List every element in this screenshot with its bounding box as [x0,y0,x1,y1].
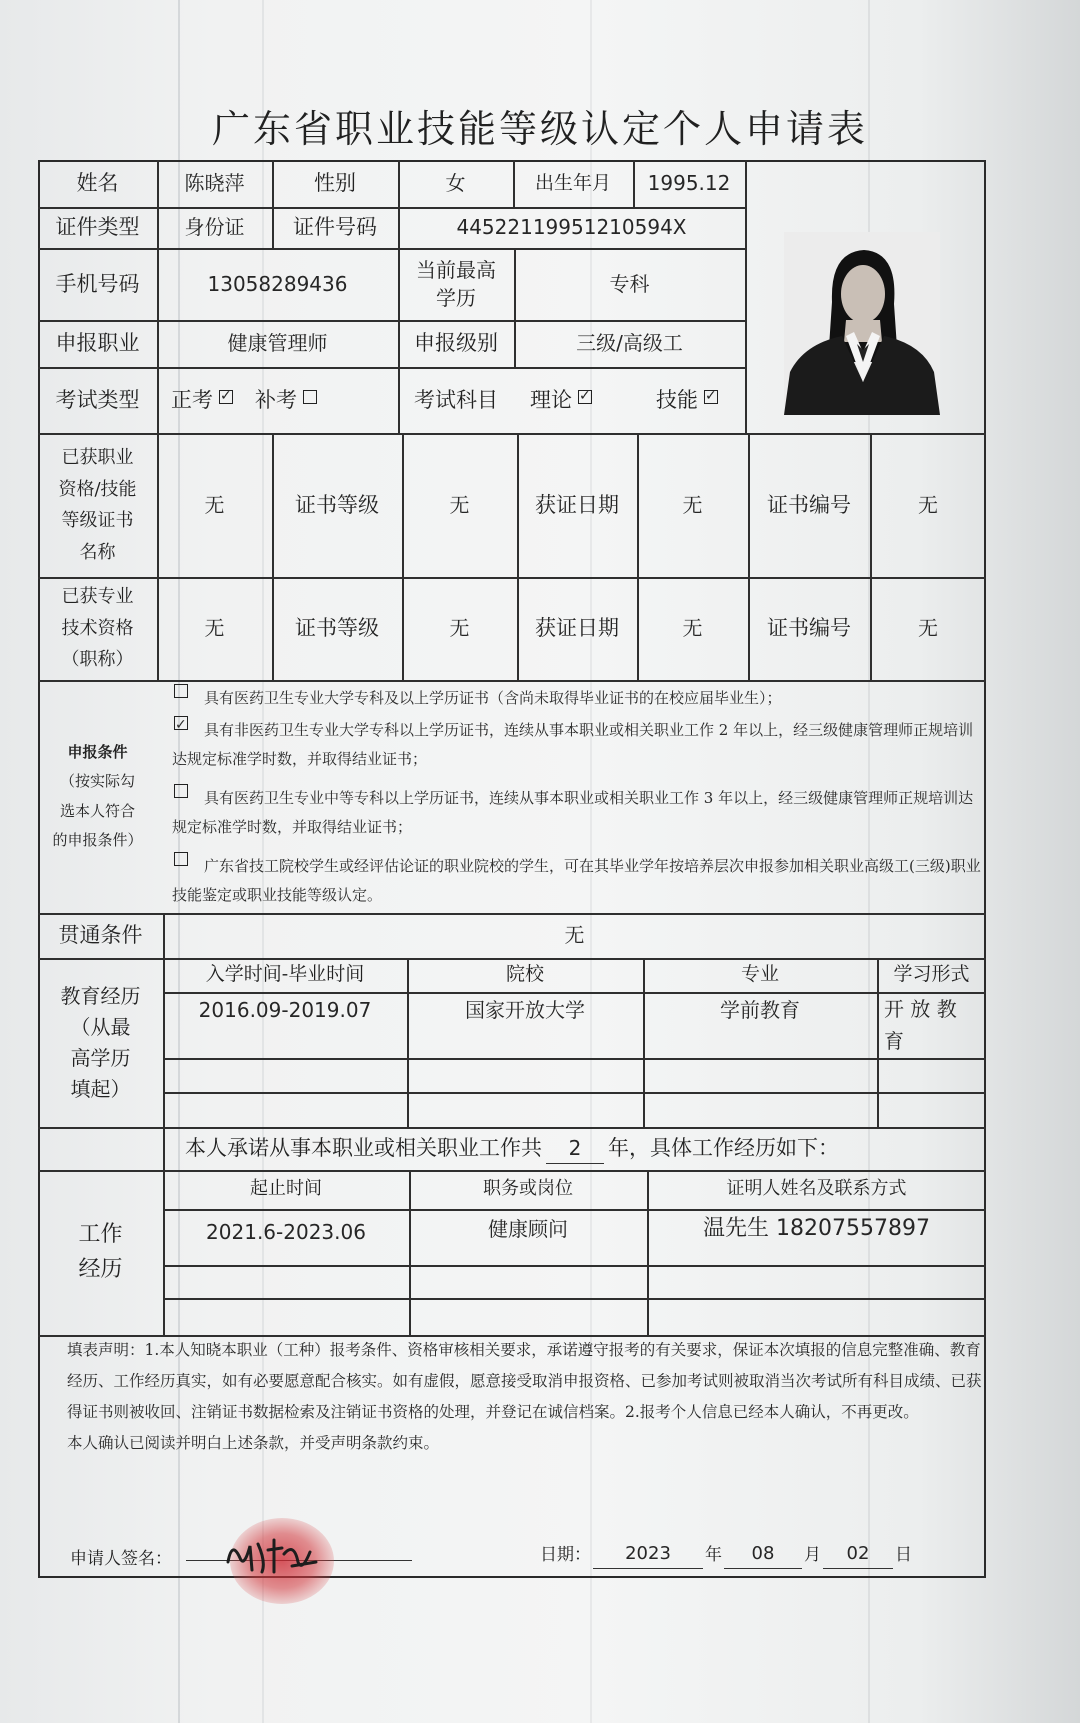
value-work-years: 2 [546,1134,604,1164]
label-through: 贯通条件 [58,923,143,948]
label-exam-type: 考试类型 [55,387,140,412]
condition-item: 广东省技工院校学生或经评估论证的职业院校的学生，可在其毕业学年按培养层次申报参加相关职业高级工(三级)职业技能鉴定或职业技能等级认定。 [172,852,982,911]
label-id-number: 证件号码 [293,215,377,240]
label-signature: 申请人签名： [70,1548,172,1569]
exam-makeup-label: 补考 [255,387,297,412]
value-through: 无 [564,923,585,947]
header-work-period: 起止时间 [250,1178,322,1200]
exam-type-options [157,367,398,433]
value-position: 健康顾问 [488,1216,568,1241]
exam-makeup-checkbox[interactable] [303,390,317,404]
value-school: 国家开放大学 [465,997,585,1022]
value-study-form: 开 放 教 育 [884,997,957,1053]
value-sign-month: 08 [724,1541,802,1568]
value-name: 陈晓萍 [184,171,245,195]
exam-skill-label: 技能 [656,387,698,412]
value-professional-number: 无 [918,616,938,640]
value-phone: 13058289436 [207,271,348,296]
header-witness: 证明人姓名及联系方式 [726,1178,907,1200]
label-issue-date: 获证日期 [535,492,619,517]
work-promise: 本人承诺从事本职业或相关职业工作共 2 年，具体工作经历如下： [38,1127,986,1170]
label-professional-title: 已获专业 技术资格 （职称） [61,586,134,671]
sign-date: 日期： 2023 年 08 月 02 日 [540,1540,912,1570]
label-exam-subject: 考试科目 [414,387,498,412]
label-name: 姓名 [76,171,119,196]
label-cert-number-2: 证书编号 [767,616,851,641]
label-conditions: 申报条件 （按实际勾 选本人符合 的申报条件） [52,743,143,849]
value-gender: 女 [445,171,466,195]
exam-subject-options [514,367,745,433]
header-position: 职务或岗位 [483,1178,573,1200]
label-work-history: 工作 经历 [78,1222,123,1282]
exam-theory-label: 理论 [530,387,572,412]
declaration-confirm: 本人确认已阅读并明白上述条款，并受声明条款约束。 [67,1434,440,1452]
value-professional-issue-date: 无 [682,616,703,640]
value-work-period: 2021.6-2023.06 [206,1219,366,1244]
exam-regular-label: 正考 [171,387,213,412]
condition-checkbox[interactable] [174,852,188,866]
exam-theory-checkbox[interactable] [578,390,592,404]
value-professional-name: 无 [204,616,225,640]
condition-checkbox[interactable] [174,716,188,730]
value-edu-period: 2016.09-2019.07 [198,997,372,1022]
value-level: 三级/高级工 [576,331,683,355]
label-birth: 出生年月 [534,171,611,194]
header-school: 院校 [505,963,544,986]
header-study-form: 学习形式 [893,963,970,986]
value-occupation: 健康管理师 [227,331,328,355]
header-major: 专业 [740,963,779,986]
condition-item: 具有医药卫生专业大学专科及以上学历证书（含尚未取得毕业证书的在校应届毕业生）； [172,684,982,713]
value-sign-day: 02 [823,1541,893,1568]
handwritten-signature-icon [222,1532,322,1576]
value-education: 专科 [609,271,650,296]
value-vocational-issue-date: 无 [682,492,703,517]
header-edu-period: 入学时间-毕业时间 [205,963,365,986]
declaration [67,1335,987,1459]
value-vocational-cert-number: 无 [918,492,938,517]
condition-checkbox[interactable] [174,784,188,798]
label-id-type: 证件类型 [55,215,140,240]
value-vocational-cert-level: 无 [449,492,470,517]
condition-item: 具有医药卫生专业中等专科以上学历证书，连续从事本职业或相关职业工作 3 年以上，经三级健康管理师正规培训达规定标准学时数，并取得结业证书； [172,784,982,843]
label-issue-date-2: 获证日期 [535,616,619,641]
value-id-type: 身份证 [184,215,245,239]
condition-item: ✓具有非医药卫生专业大学专科以上学历证书，连续从事本职业或相关职业工作 2 年以上，经三级健康管理师正规培训达规定标准学时数，并取得结业证书； [172,716,982,775]
label-cert-number: 证书编号 [767,492,851,517]
declaration-text: 填表声明：1.本人知晓本职业（工种）报考条件、资格审核相关要求，承诺遵守报考的有关要求，保证本次填报的信息完整准确、教育经历、工作经历真实，如有必要愿意配合核实。如有虚假，愿意接受取消申报资格、已参加考试则被取消当次考试所有科目成绩、已获得证书则被收回、注销证书数据检索及注销证书资格的处理，并登记在诚信档案。2.报考个人信息已经本人确认，不再更改。 [67,1341,982,1421]
value-sign-year: 2023 [593,1541,703,1568]
value-witness: 温先生 18207557897 [703,1216,930,1242]
label-phone: 手机号码 [55,271,140,296]
label-cert-level: 证书等级 [295,492,379,517]
value-id-number: 44522119951210594X [456,215,687,239]
label-education: 当前最高 学历 [416,258,496,310]
label-gender: 性别 [314,171,356,196]
person-silhouette-icon [784,232,940,415]
label-vocational-cert: 已获职业 资格/技能 等级证书 名称 [58,447,137,563]
label-cert-level-2: 证书等级 [295,616,379,641]
value-vocational-cert-name: 无 [204,492,225,517]
value-professional-level: 无 [449,616,470,640]
applicant-photo [784,232,940,415]
condition-checkbox[interactable] [174,684,188,698]
label-level: 申报级别 [414,331,498,356]
exam-regular-checkbox[interactable] [219,390,233,404]
form-title: 广东省职业技能等级认定个人申请表 [211,107,868,151]
label-occupation: 申报职业 [55,331,140,356]
exam-skill-checkbox[interactable] [704,390,718,404]
value-major: 学前教育 [720,997,800,1022]
value-birth: 1995.12 [647,171,731,195]
label-education-history: 教育经历 （从最 高学历 填起） [60,983,141,1101]
